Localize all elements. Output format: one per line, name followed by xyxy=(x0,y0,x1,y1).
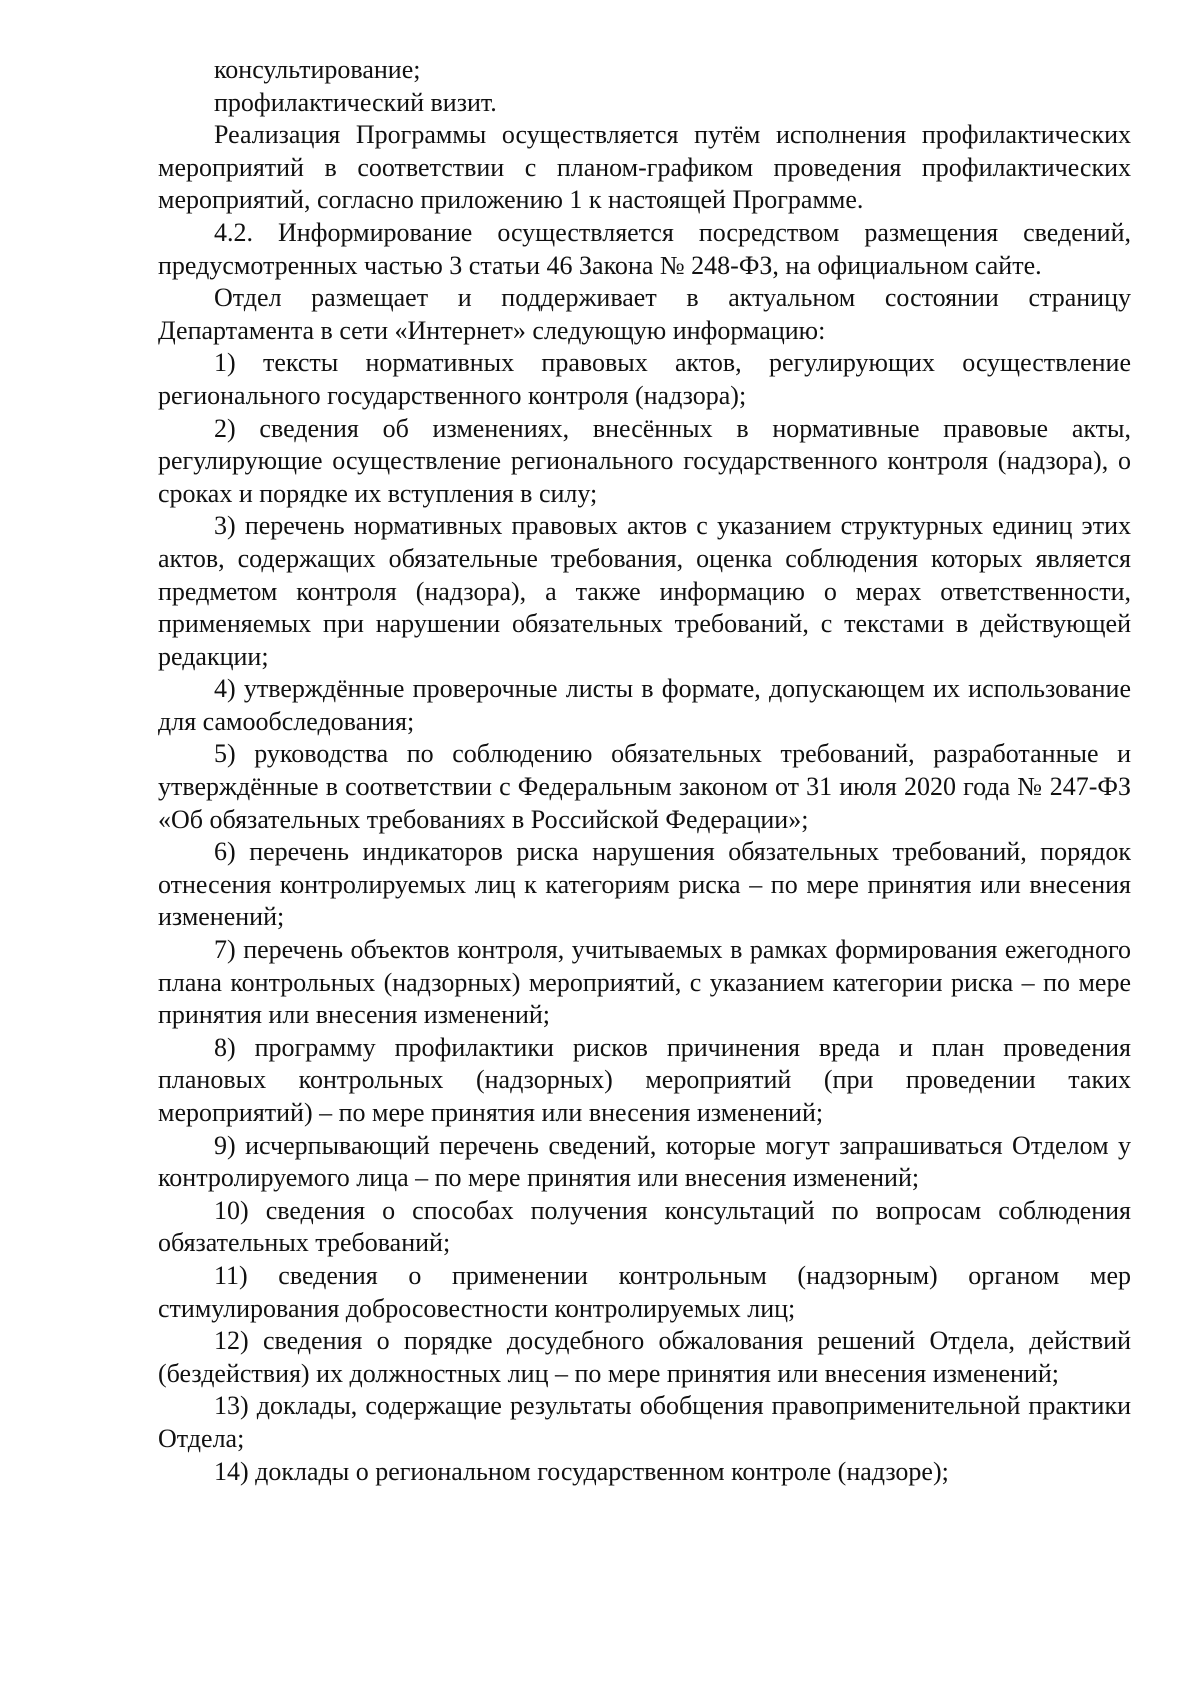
list-item: 1) тексты нормативных правовых актов, регулирующих осуществление регионального государственного контроля (надзора); xyxy=(158,348,1131,410)
list-item: 9) исчерпывающий перечень сведений, которые могут запрашиваться Отделом у контролируемого лица – по мере принятия или внесения изменений; xyxy=(158,1130,1131,1193)
list-item: 5) руководства по соблюдению обязательных требований, разработанные и утверждённые в соответствии с Федеральным законом от 31 июля 2020 года № 247-ФЗ «Об обязательных требованиях в Российской Федерации»; xyxy=(158,739,1131,834)
paragraph: Реализация Программы осуществляется путём исполнения профилактических мероприятий в соответствии с планом-графиком проведения профилактических мероприятий, согласно приложению 1 к настоящей Программе. xyxy=(158,120,1131,215)
paragraph: профилактический визит. xyxy=(214,87,497,117)
paragraph: Отдел размещает и поддерживает в актуальном состоянии страницу Департамента в сети «Интернет» следующую информацию: xyxy=(158,283,1131,345)
list-item: 6) перечень индикаторов риска нарушения обязательных требований, порядок отнесения контролируемых лиц к категориям риска – по мере принятия или внесения изменений; xyxy=(158,837,1131,932)
list-item: 10) сведения о способах получения консультаций по вопросам соблюдения обязательных требований; xyxy=(158,1195,1131,1258)
list-item: 2) сведения об изменениях, внесённых в нормативные правовые акты, регулирующие осуществление регионального государственного контроля (надзора), о сроках и порядке их вступления в силу; xyxy=(158,413,1131,508)
list-item: 13) доклады, содержащие результаты обобщения правоприменительной практики Отдела; xyxy=(158,1391,1131,1453)
list-item: 14) доклады о региональном государственном контроле (надзоре); xyxy=(214,1456,949,1486)
list-item: 7) перечень объектов контроля, учитываемых в рамках формирования ежегодного плана контрольных (надзорных) мероприятий, с указанием категории риска – по мере принятия или внесения изменений; xyxy=(158,935,1131,1030)
document-page xyxy=(158,54,1131,1488)
list-item: 11) сведения о применении контрольным (надзорным) органом мер стимулирования добросовестности контролируемых лиц; xyxy=(158,1260,1131,1323)
list-item: 4) утверждённые проверочные листы в формате, допускающем их использование для самообследования; xyxy=(158,674,1131,736)
paragraph: консультирование; xyxy=(214,55,421,84)
paragraph: 4.2. Информирование осуществляется посредством размещения сведений, предусмотренных частью 3 статьи 46 Закона № 248-ФЗ, на официальном сайте. xyxy=(158,217,1131,280)
list-item: 8) программу профилактики рисков причинения вреда и план проведения плановых контрольных (надзорных) мероприятий (при проведении таких мероприятий) – по мере принятия или внесения изменений; xyxy=(158,1032,1131,1127)
list-item: 3) перечень нормативных правовых актов с указанием структурных единиц этих актов, содержащих обязательные требования, оценка соблюдения которых является предметом контроля (надзора), а также информацию о мерах ответственности, применяемых при нарушении обязательных требований, с текстами в действующей редакции; xyxy=(158,511,1131,671)
list-item: 12) сведения о порядке досудебного обжалования решений Отдела, действий (бездействия) их должностных лиц – по мере принятия или внесения изменений; xyxy=(158,1326,1131,1388)
